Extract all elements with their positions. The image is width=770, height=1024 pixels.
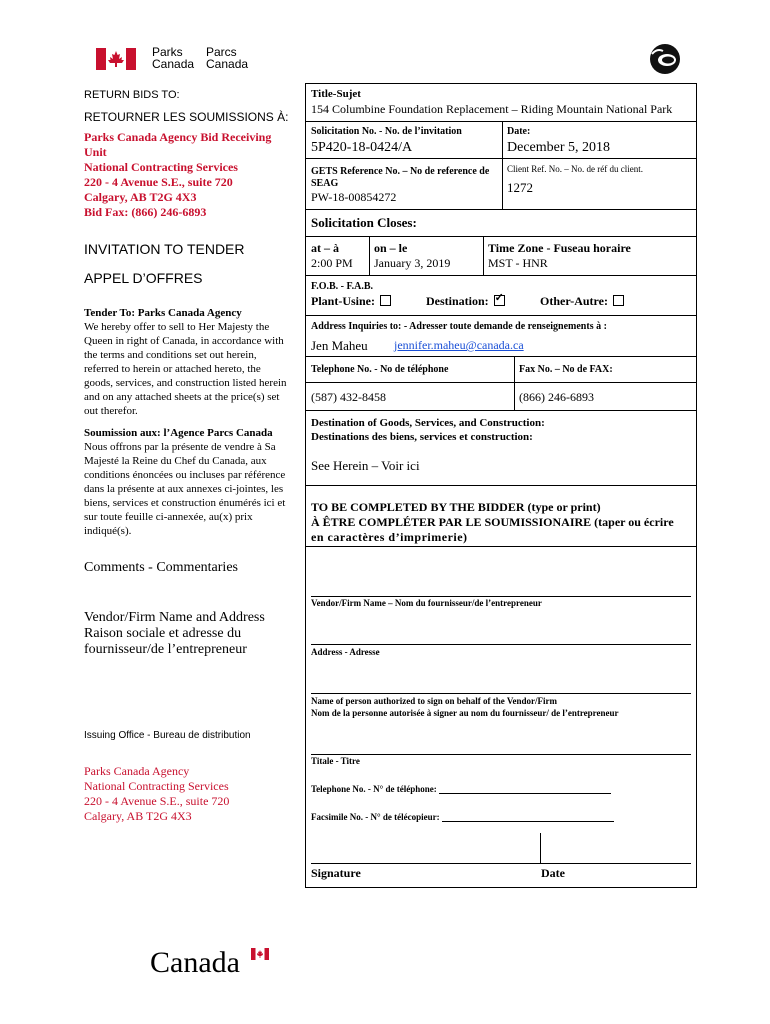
bidder-header-line: en caractères d’imprimerie) (311, 530, 468, 544)
return-bids-fr: RETOURNER LES SOUMISSIONS À: (84, 110, 289, 124)
telephone-field-label: Telephone No. - N° de téléphone: (311, 784, 437, 794)
return-address-line: Unit (84, 145, 107, 159)
checkmark-icon: ✓ (494, 292, 504, 304)
fob-label: F.O.B. - F.A.B. (311, 281, 374, 292)
comments-label: Comments - Commentaries (84, 560, 238, 575)
authorized-name-line[interactable] (311, 693, 691, 694)
gets-label-line: GETS Reference No. – No de reference de (311, 166, 490, 177)
plant-option[interactable] (311, 294, 391, 309)
plant-label: Plant-Usine: (311, 294, 375, 308)
facsimile-field[interactable] (311, 810, 614, 822)
authorized-label (311, 695, 619, 719)
signature-label: Signature (311, 866, 361, 880)
authorized-label-line: Nom de la personne autorisée à signer au nom du fournisseur/ de l’entrepreneur (311, 708, 619, 718)
client-ref-value: 1272 (507, 180, 533, 195)
bidder-header (311, 500, 674, 545)
tender-to-en: Tender To: Parks Canada Agency (84, 307, 242, 319)
tender-body-line: out therefor. (84, 405, 138, 417)
destination-goods-line: Destinations des biens, services et construction: (311, 431, 533, 443)
tender-body-line: Queen in right of Canada, in accordance with (84, 335, 284, 347)
issuing-address (84, 764, 229, 824)
title-field-line[interactable] (311, 754, 691, 755)
return-address (84, 130, 271, 220)
destination-goods-value: See Herein – Voir ici (311, 458, 420, 473)
telephone-field-input[interactable] (439, 782, 611, 794)
solicitation-label: Solicitation No. - No. de l’invitation (311, 126, 462, 137)
title-field-label: Titale - Titre (311, 756, 360, 766)
tender-to-en-block (84, 306, 299, 418)
client-ref-label: Client Ref. No. – No. de réf du client. (507, 164, 643, 174)
title-label: Title-Sujet (311, 88, 361, 100)
telephone-field[interactable] (311, 782, 611, 794)
contact-email-link[interactable]: jennifer.maheu@canada.ca (394, 338, 524, 352)
return-address-line: Parks Canada Agency Bid Receiving (84, 130, 272, 144)
tender-body-line: biens, services et construction énumérés ici et (84, 497, 286, 509)
issuing-address-line: National Contracting Services (84, 779, 229, 793)
vendor-name-label: Vendor/Firm Name – Nom du fournisseur/de l’entrepreneur (311, 598, 542, 608)
bidder-header-line: À ÊTRE COMPLÉTER PAR LE SOUMISSIONAIRE (taper ou écrire (311, 515, 674, 529)
logo-en-line2: Canada (152, 57, 195, 71)
invitation-fr: APPEL D’OFFRES (84, 270, 203, 286)
gets-label-line: SEAG (311, 178, 339, 189)
tender-body-line: conditions énoncées ou incluses par référence (84, 469, 286, 481)
destination-checkbox[interactable] (494, 292, 505, 306)
destination-goods-label (311, 416, 545, 444)
solicitation-value: 5P420-18-0424/A (311, 140, 413, 155)
other-label: Other-Autre: (540, 294, 608, 308)
vendor-label-line: fournisseur/de l’entrepreneur (84, 642, 247, 657)
tender-body-line: referred to herein or attached hereto, the (84, 363, 261, 375)
gets-label (311, 166, 489, 190)
address-inquiries-label: Address Inquiries to: - Adresser toute demande de renseignements à : (311, 321, 607, 332)
return-address-line: Calgary, AB T2G 4X3 (84, 190, 197, 204)
date-value: December 5, 2018 (507, 140, 611, 155)
title-value: 154 Columbine Foundation Replacement – Riding Mountain National Park (311, 102, 673, 116)
return-bids-en: RETURN BIDS TO: (84, 89, 180, 101)
tz-label: Time Zone - Fuseau horaire (488, 241, 631, 255)
date-field-label: Date (541, 866, 565, 880)
tender-body-line: sur toute feuille ci-annexée, au(x) prix (84, 511, 253, 523)
vendor-name-line[interactable] (311, 596, 691, 597)
tender-to-fr: Soumission aux: l’Agence Parcs Canada (84, 427, 273, 439)
return-address-line: National Contracting Services (84, 160, 238, 174)
tender-body-line: We hereby offer to sell to Her Majesty the (84, 321, 270, 333)
destination-option[interactable] (426, 294, 505, 309)
vendor-label-line: Vendor/Firm Name and Address (84, 610, 265, 625)
return-address-line: 220 - 4 Avenue S.E., suite 720 (84, 175, 233, 189)
tender-body-line: and on any attached sheets at the price(s) set (84, 391, 280, 403)
fax-label: Fax No. – No de FAX: (519, 364, 613, 375)
telephone-label: Telephone No. - No de téléphone (311, 364, 449, 375)
canada-wordmark (150, 946, 240, 980)
tender-body-line: the terms and conditions set out herein, (84, 349, 257, 361)
logo-fr-line2: Canada (206, 57, 249, 71)
issuing-office-label: Issuing Office - Bureau de distribution (84, 730, 251, 741)
gets-value: PW-18-00854272 (311, 190, 397, 204)
tender-body-line: goods, services, and construction listed herein (84, 377, 287, 389)
signature-line[interactable] (311, 863, 691, 864)
logo-en-line1: Parks (152, 45, 183, 59)
contact-name: Jen Maheu (311, 338, 368, 353)
address-line[interactable] (311, 644, 691, 645)
issuing-address-line: Parks Canada Agency (84, 764, 190, 778)
tender-body-line: dans la présente at aux annexes ci-jointes, les (84, 483, 284, 495)
closes-label: Solicitation Closes: (311, 215, 417, 230)
telephone-value: (587) 432-8458 (311, 390, 386, 404)
facsimile-field-input[interactable] (442, 810, 614, 822)
facsimile-field-label: Facsimile No. - N° de télécopieur: (311, 812, 440, 822)
canada-flag-icon (96, 48, 136, 70)
parks-canada-logo (96, 46, 256, 72)
tender-body-line: Majesté la Reine du Chef du Canada, aux (84, 455, 267, 467)
other-option[interactable] (540, 294, 624, 309)
vendor-label-line: Raison sociale et adresse du (84, 626, 242, 641)
tender-body-line: indiqué(s). (84, 525, 132, 537)
other-checkbox[interactable] (613, 295, 624, 306)
fax-value: (866) 246-6893 (519, 390, 594, 404)
on-value: January 3, 2019 (374, 256, 451, 270)
destination-goods-line: Destination of Goods, Services, and Construction: (311, 417, 545, 429)
issuing-address-line: 220 - 4 Avenue S.E., suite 720 (84, 794, 230, 808)
at-label: at – à (311, 241, 339, 255)
canada-wordmark-text: Canada (150, 946, 240, 979)
bidder-header-line: TO BE COMPLETED BY THE BIDDER (type or print) (311, 500, 601, 514)
date-label: Date: (507, 126, 531, 137)
tender-to-fr-block (84, 426, 299, 538)
destination-label: Destination: (426, 294, 489, 308)
invitation-en: INVITATION TO TENDER (84, 241, 245, 257)
wordmark-flag-icon (251, 948, 269, 960)
tz-value: MST - HNR (488, 256, 548, 270)
at-value: 2:00 PM (311, 256, 353, 270)
beaver-emblem-icon (648, 42, 682, 76)
plant-checkbox[interactable] (380, 295, 391, 306)
tender-body-line: Nous offrons par la présente de vendre à Sa (84, 441, 276, 453)
issuing-address-line: Calgary, AB T2G 4X3 (84, 809, 192, 823)
vendor-label-block (84, 610, 265, 658)
return-address-line: Bid Fax: (866) 246-6893 (84, 205, 207, 219)
on-label: on – le (374, 241, 408, 255)
authorized-label-line: Name of person authorized to sign on behalf of the Vendor/Firm (311, 696, 557, 706)
address-label: Address - Adresse (311, 647, 380, 657)
logo-fr-line1: Parcs (206, 45, 237, 59)
